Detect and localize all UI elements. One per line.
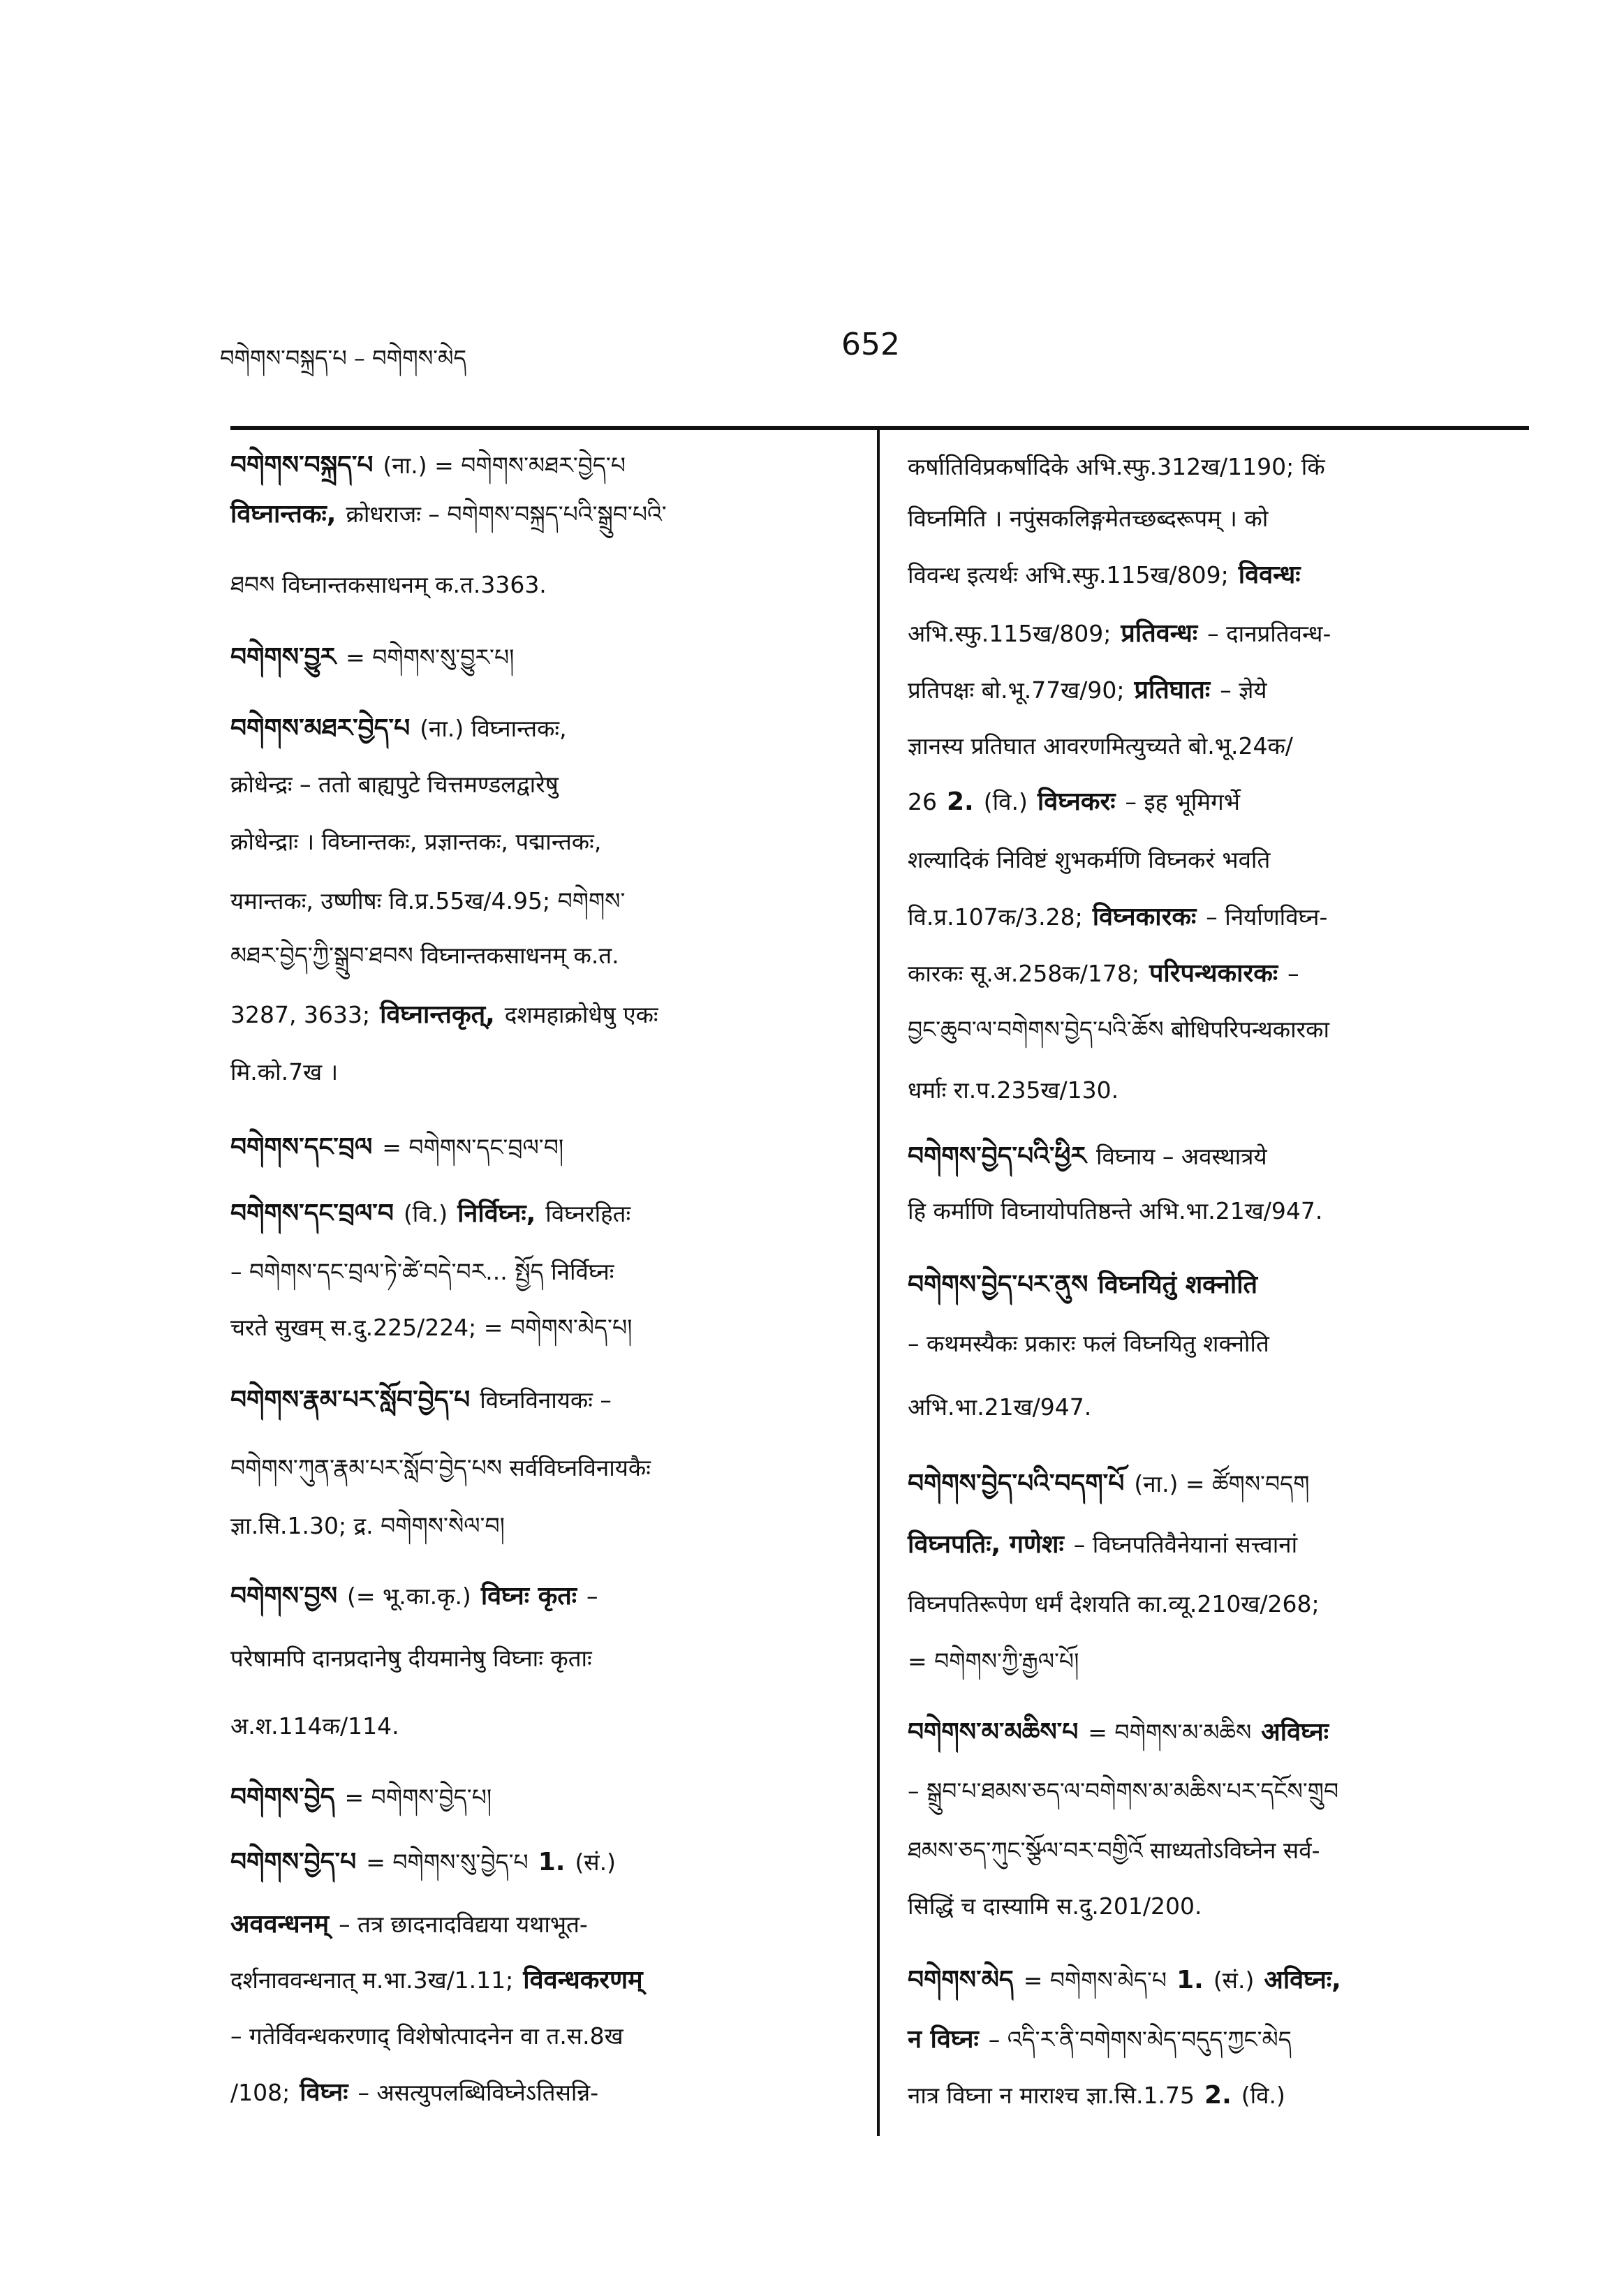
text-segment: दशमहाक्रोधेषु एकः <box>504 1001 658 1028</box>
text-line <box>230 1312 859 1343</box>
headword: विघ्नान्तकः, <box>230 500 337 528</box>
text-segment: अ.श.114क/114. <box>230 1712 399 1740</box>
headword: विवन्धः <box>1238 561 1301 589</box>
text-line <box>908 1835 1522 1866</box>
headword: 1. <box>538 1848 566 1876</box>
text-segment: चरते सुखम् स.दु.225/224; = བགེགས་མེད་པ། <box>230 1314 633 1341</box>
text-line <box>230 2021 859 2052</box>
text-line <box>230 1132 859 1163</box>
headword: विघ्नः <box>300 2078 348 2107</box>
text-segment: – འདི་ར་ནི་བགེགས་མེད་བདུད་ཀྱང་མེད <box>988 2026 1292 2053</box>
text-segment: क्रोधराजः – བགེགས་བསྐྲད་པའི་སྒྲུབ་པའི་ <box>346 501 667 528</box>
headword: བགེགས་བྱེད་པར་ནུས <box>908 1271 1088 1299</box>
headword: परिपन्थकारकः <box>1149 959 1278 988</box>
headword: विघ्नान्तकृत्, <box>380 1000 495 1029</box>
text-line <box>230 1643 859 1674</box>
text-line <box>230 1257 859 1287</box>
text-line <box>908 1891 1522 1922</box>
text-line <box>908 1589 1522 1620</box>
text-line <box>230 1965 859 1996</box>
headword: བགེགས་བསྐྲད་པ <box>230 451 374 480</box>
text-segment: – असत्युपलब्धिविघ्नेऽतिसन्नि- <box>357 2079 599 2106</box>
text-segment: – गतेर्विवन्धकरणाद् विशेषोत्पादनेन वा त.स.8ख <box>230 2022 623 2050</box>
text-line <box>230 1057 859 1088</box>
text-segment: བགེགས་ཀུན་རྣམ་པར་སློབ་བྱེད་པས सर्वविघ्नविनायकैः <box>230 1454 651 1481</box>
headword: བགེགས་བྱུར <box>230 643 337 672</box>
text-line <box>908 1270 1522 1301</box>
text-line <box>908 503 1522 534</box>
headword: བགེགས་མཐར་བྱེད་པ <box>230 714 411 743</box>
text-line <box>230 499 859 530</box>
text-line <box>230 1782 859 1813</box>
headword: निर्विघ्नः, <box>457 1199 536 1228</box>
text-segment: (ना.) = ཚོགས་བདག <box>1134 1470 1310 1497</box>
text-line <box>230 1847 859 1878</box>
text-line <box>230 1385 859 1416</box>
text-segment: – ज्ञेये <box>1220 676 1267 704</box>
headword: विघ्नपतिः, गणेशः <box>908 1530 1064 1559</box>
headword: 2. <box>947 787 974 816</box>
headword: བགེགས་བྱེད <box>230 1783 335 1812</box>
headword: བགེགས་དང་བྲལ་བ <box>230 1199 394 1228</box>
text-line <box>230 886 859 917</box>
text-segment: विघ्नमिति । नपुंसकलिङ्गमेतच्छब्दरूपम् । को <box>908 505 1269 532</box>
text-segment: दर्शनाववन्धनात् म.भा.3ख/1.11; <box>230 1967 514 1994</box>
text-segment: हि कर्माणि विघ्नायोपतिष्ठन्ते अभि.भा.21ख/947. <box>908 1197 1323 1224</box>
text-segment: – སྒྲུབ་པ་ཐམས་ཅད་ལ་བགེགས་མ་མཆིས་པར་དངོས་གྲུབ <box>908 1777 1339 1805</box>
text-segment: विघ्नविनायकः – <box>480 1386 612 1414</box>
text-segment: परेषामपि दानप्रदानेषु दीयमानेषु विघ्नाः कृताः <box>230 1645 592 1672</box>
text-line <box>230 1453 859 1483</box>
text-line <box>908 1014 1522 1045</box>
text-segment: विघ्नाय – अवस्थात्रये <box>1095 1143 1267 1170</box>
text-segment: शल्यादिकं निविष्टं शुभकर्मणि विघ्नकरं भवति <box>908 846 1271 873</box>
text-segment: – विघ्नपतिवैनेयानां सत्त्वानां <box>1073 1531 1298 1558</box>
headword: विघ्नकरः <box>1037 787 1116 816</box>
headword: བགེགས་རྣམ་པར་སློབ་བྱེད་པ <box>230 1386 471 1414</box>
text-segment: क्रोधेन्द्रः – ततो बाह्यपुटे चित्तमण्डलद्वारेषु <box>230 771 559 798</box>
text-line <box>908 1196 1522 1227</box>
text-segment: མཐར་བྱེད་ཀྱི་སྒྲུབ་ཐབས विघ्नान्तकसाधनम् क.त. <box>230 942 619 969</box>
headword: प्रतिघातः <box>1134 676 1211 704</box>
text-line <box>908 619 1522 649</box>
text-line <box>908 2080 1522 2111</box>
text-segment: = བགེགས་དང་བྲལ་བ། <box>382 1134 564 1161</box>
text-segment: /108; <box>230 2079 290 2106</box>
text-segment: अभि.भा.21ख/947. <box>908 1393 1092 1421</box>
text-segment: – <box>1287 960 1299 987</box>
text-line <box>908 1075 1522 1106</box>
text-segment: (सं.) <box>575 1849 616 1876</box>
text-line <box>230 1711 859 1742</box>
headword: བགེགས་དང་བྲལ <box>230 1133 373 1162</box>
text-segment: – निर्याणविघ्न- <box>1206 903 1328 931</box>
text-line <box>908 1530 1522 1560</box>
header-rule <box>230 426 1529 430</box>
text-segment: कर्षातिविप्रकर्षादिके अभि.स्फु.312ख/1190; किं <box>908 453 1325 480</box>
page-number: 652 <box>841 327 900 362</box>
text-line <box>908 675 1522 706</box>
text-segment: = བགེགས་བྱེད་པ། <box>344 1784 492 1811</box>
text-line <box>230 1909 859 1940</box>
text-segment: – कथमस्यैकः प्रकारः फलं विघ्नयितु शक्नोति <box>908 1330 1269 1357</box>
headword: न विघ्नः <box>908 2025 979 2054</box>
headword: अविघ्नः, <box>1264 1966 1341 1994</box>
headword: विघ्नयितुं शक्नोति <box>1098 1271 1258 1299</box>
text-line <box>908 1965 1522 1996</box>
text-segment: (वि.) <box>1241 2082 1285 2109</box>
text-segment: = བགེགས་མེད་པ <box>1023 1967 1167 1994</box>
text-segment: प्रतिपक्षः बो.भू.77ख/90; <box>908 676 1125 704</box>
text-segment: विघ्नरहितः <box>545 1200 631 1227</box>
text-line <box>908 1392 1522 1423</box>
headword: विघ्नकारकः <box>1092 903 1197 931</box>
text-segment: विघ्नपतिरूपेण धर्मं देशयति का.व्यू.210ख/268; <box>908 1590 1320 1617</box>
text-line <box>908 902 1522 933</box>
text-segment: – दानप्रतिवन्ध- <box>1207 620 1331 647</box>
text-line <box>908 731 1522 762</box>
headword: བགེགས་བྱེད་པའི་བདག་པོ <box>908 1469 1125 1498</box>
text-line <box>230 1199 859 1229</box>
headword: अविघ्नः <box>1261 1718 1329 1747</box>
text-segment: ज्ञा.सि.1.30; द्र. བགེགས་སེལ་བ། <box>230 1512 505 1539</box>
text-line <box>230 1000 859 1030</box>
text-segment: ज्ञानस्य प्रतिघात आवरणमित्युच्यते बो.भू.24क/ <box>908 732 1293 760</box>
text-line <box>230 450 859 481</box>
text-segment: = བགེགས་སུ་བྱུར་པ། <box>346 644 515 671</box>
headword: अववन्धनम् <box>230 1910 330 1939</box>
headword: प्रतिवन्धः <box>1121 619 1198 648</box>
text-line <box>230 1511 859 1541</box>
text-segment: – བགེགས་དང་བྲལ་ཏེ་ཚེ་བདེ་བར... སྤྱོད निर्विघ्नः <box>230 1258 614 1285</box>
text-line <box>908 560 1522 591</box>
column-divider <box>877 426 880 2136</box>
text-segment: ཐབས विघ्नान्तकसाधनम् क.त.3363. <box>230 571 547 598</box>
text-segment: मि.को.7ख । <box>230 1058 339 1086</box>
headword: विवन्धकरणम् <box>523 1966 643 1994</box>
text-segment: क्रोधेन्द्राः । विघ्नान्तकः, प्रज्ञान्तकः, पद्मान्तकः, <box>230 828 602 855</box>
text-segment: – <box>586 1583 598 1610</box>
text-segment: अभि.स्फु.115ख/809; <box>908 620 1112 647</box>
text-line <box>230 769 859 800</box>
text-segment: वि.प्र.107क/3.28; <box>908 903 1083 931</box>
headword: བགེགས་མ་མཆིས་པ <box>908 1718 1079 1747</box>
text-segment: नात्र विघ्ना न माराश्च ज्ञा.सि.1.75 <box>908 2082 1195 2109</box>
headword: བགེགས་བྱས <box>230 1582 338 1610</box>
text-segment: = བགེགས་སུ་བྱེད་པ <box>366 1849 529 1876</box>
text-segment: (वि.) <box>403 1200 448 1227</box>
text-segment: = བགེགས་མ་མཆིས <box>1088 1719 1252 1746</box>
text-segment: (= भू.का.कृ.) <box>347 1583 471 1610</box>
text-line <box>908 1776 1522 1807</box>
text-segment: – इह भूमिगर्भे <box>1125 788 1240 815</box>
text-line <box>908 958 1522 989</box>
text-segment: विवन्ध इत्यर्थः अभि.स्फु.115ख/809; <box>908 561 1229 588</box>
text-line <box>230 642 859 673</box>
text-segment: (ना.) = བགེགས་མཐར་བྱེད་པ <box>383 452 626 479</box>
text-segment: – तत्र छादनादविद्यया यथाभूत- <box>339 1911 588 1938</box>
headword: 1. <box>1176 1966 1204 1994</box>
text-line <box>230 2077 859 2108</box>
text-segment: यमान्तकः, उष्णीषः वि.प्र.55ख/4.95; བགེགས་ <box>230 887 626 914</box>
text-line <box>230 827 859 857</box>
text-segment: (ना.) विघ्नान्तकः, <box>420 715 567 742</box>
text-segment: 3287, 3633; <box>230 1001 371 1028</box>
text-line <box>908 1717 1522 1748</box>
text-line <box>908 845 1522 875</box>
headword: བགེགས་བྱེད་པ <box>230 1848 357 1876</box>
running-head: བགེགས་བསྐྲད་པ – བགེགས་མེད <box>220 345 466 371</box>
text-segment: धर्माः रा.प.235ख/130. <box>908 1076 1119 1104</box>
text-line <box>908 787 1522 817</box>
headword: བགེགས་བྱེད་པའི་ཕྱིར <box>908 1142 1086 1171</box>
text-line <box>908 2024 1522 2055</box>
text-line <box>230 713 859 744</box>
text-segment: བྱང་ཆུབ་ལ་བགེགས་བྱེད་པའི་ཆོས बोधिपरिपन्थकारका <box>908 1016 1330 1043</box>
text-segment: सिद्धिं च दास्यामि स.दु.201/200. <box>908 1893 1202 1920</box>
text-segment: ཐམས་ཅད་ཀུང་སྩོལ་བར་བགྱིའོ साध्यतोऽविघ्नेन सर्व- <box>908 1837 1320 1864</box>
text-line <box>908 1646 1522 1677</box>
text-line <box>908 1141 1522 1172</box>
headword: བགེགས་མེད <box>908 1966 1014 1994</box>
headword: विघ्नः कृतः <box>480 1582 577 1610</box>
text-line <box>230 940 859 971</box>
text-line <box>908 452 1522 482</box>
headword: 2. <box>1204 2081 1232 2110</box>
text-line <box>230 570 859 600</box>
text-line <box>908 1469 1522 1499</box>
text-segment: (वि.) <box>983 788 1028 815</box>
text-segment: (सं.) <box>1213 1967 1255 1994</box>
text-segment: = བགེགས་ཀྱི་རྒྱལ་པོ། <box>908 1647 1079 1675</box>
text-line <box>908 1328 1522 1359</box>
text-line <box>230 1581 859 1612</box>
text-segment: 26 <box>908 788 937 815</box>
text-segment: कारकः सू.अ.258क/178; <box>908 960 1139 987</box>
